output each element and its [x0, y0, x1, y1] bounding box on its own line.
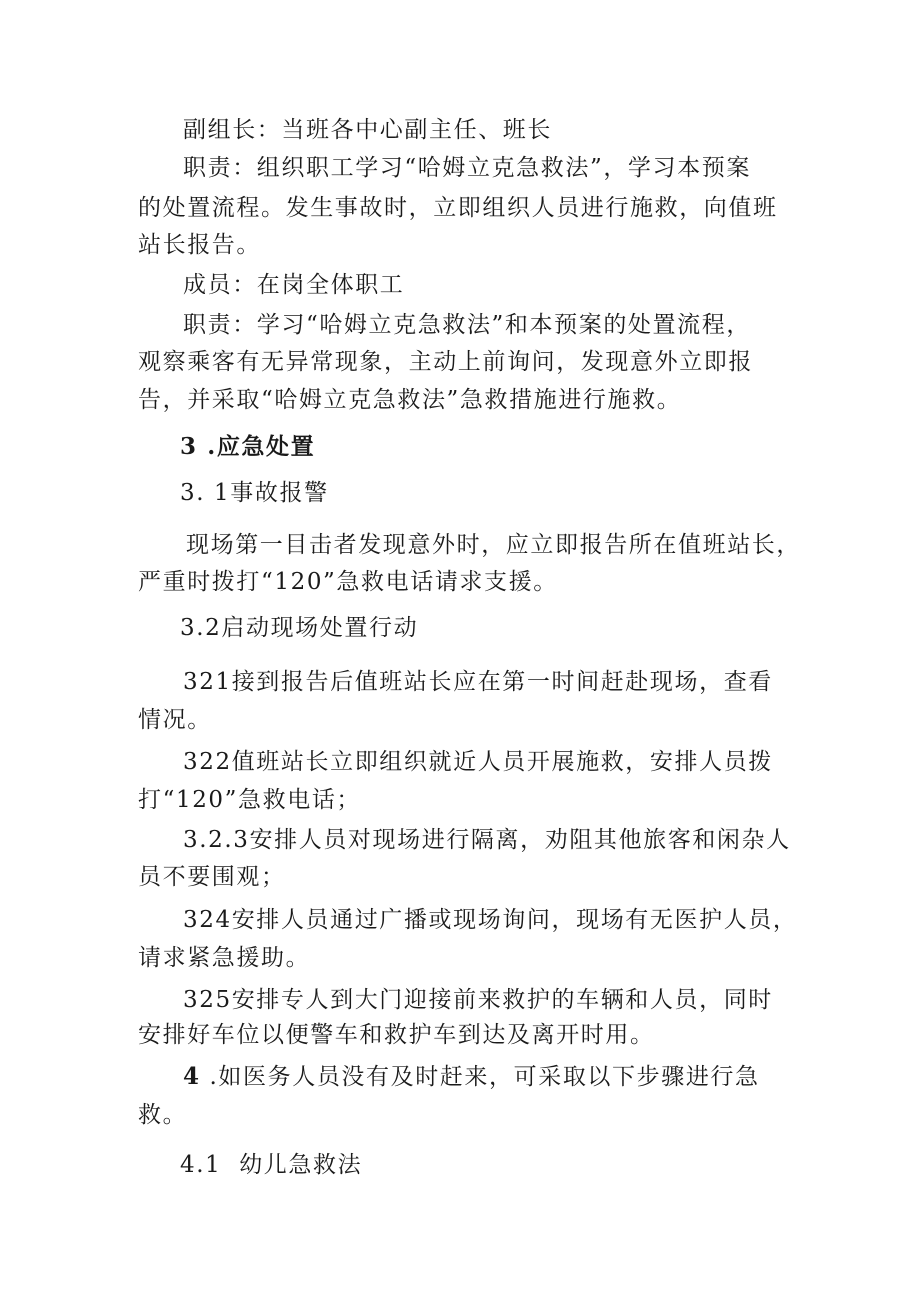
section-4-line-1: [183, 1064, 760, 1090]
item-324-line-2: 请求紧急援助。: [138, 945, 311, 971]
members-duty-line-2: 观察乘客有无异常现象，主动上前询问，发现意外立即报: [138, 349, 753, 375]
section-4-text: .如医务人员没有及时赶来，可采取以下步骤进行急: [200, 1064, 760, 1090]
section-3-1-text-line-2: 严重时拨打“120”急救电话请求支援。: [138, 569, 558, 595]
members-duty-line-1: 职责：学习“哈姆立克急救法”和本预案的处置流程，: [183, 312, 751, 338]
item-323-line-1: 3.2.3安排人员对现场进行隔离，劝阻其他旅客和闲杂人: [183, 827, 791, 853]
section-3-2-heading: 3.2启动现场处置行动: [180, 615, 419, 641]
item-322-line-2: 打“120”急救电话；: [138, 787, 362, 813]
item-322-line-1: 322值班站长立即组织就近人员开展施救，安排人员拨: [183, 749, 773, 775]
item-325-line-1: 325安排专人到大门迎接前来救护的车辆和人员，同时: [183, 987, 773, 1013]
deputy-duty-line-3: 站长报告。: [138, 232, 261, 258]
item-321-line-2: 情况。: [138, 707, 212, 733]
members-duty-line-3: 告，并采取“哈姆立克急救法”急救措施进行施救。: [138, 387, 682, 413]
item-324-line-1: 324安排人员通过广播或现场询问，现场有无医护人员，: [183, 907, 798, 933]
section-4-1-heading: 4.1 幼儿急救法: [180, 1152, 363, 1178]
members-line: 成员：在岗全体职工: [183, 272, 405, 298]
section-3-number: 3: [180, 433, 198, 460]
section-3-1-heading: 3. 1事故报警: [180, 480, 329, 506]
section-3-heading: [180, 434, 315, 460]
section-3-1-text-line-1: 现场第一目击者发现意外时，应立即报告所在值班站长，: [186, 532, 801, 558]
item-323-line-2: 员不要围观；: [138, 864, 286, 890]
item-321-line-1: 321接到报告后值班站长应在第一时间赶赴现场，查看: [183, 669, 773, 695]
item-325-line-2: 安排好车位以便警车和救护车到达及离开时用。: [138, 1022, 655, 1048]
deputy-duty-line-1: 职责：组织职工学习“哈姆立克急救法”，学习本预案: [183, 155, 751, 181]
section-4-number: 4: [183, 1063, 201, 1090]
deputy-duty-line-2: 的处置流程。发生事故时，立即组织人员进行施救，向值班: [138, 195, 778, 221]
section-3-title: .应急处置: [197, 433, 316, 460]
deputy-leader-line: 副组长：当班各中心副主任、班长: [183, 117, 552, 143]
section-4-line-2: 救。: [138, 1102, 188, 1128]
